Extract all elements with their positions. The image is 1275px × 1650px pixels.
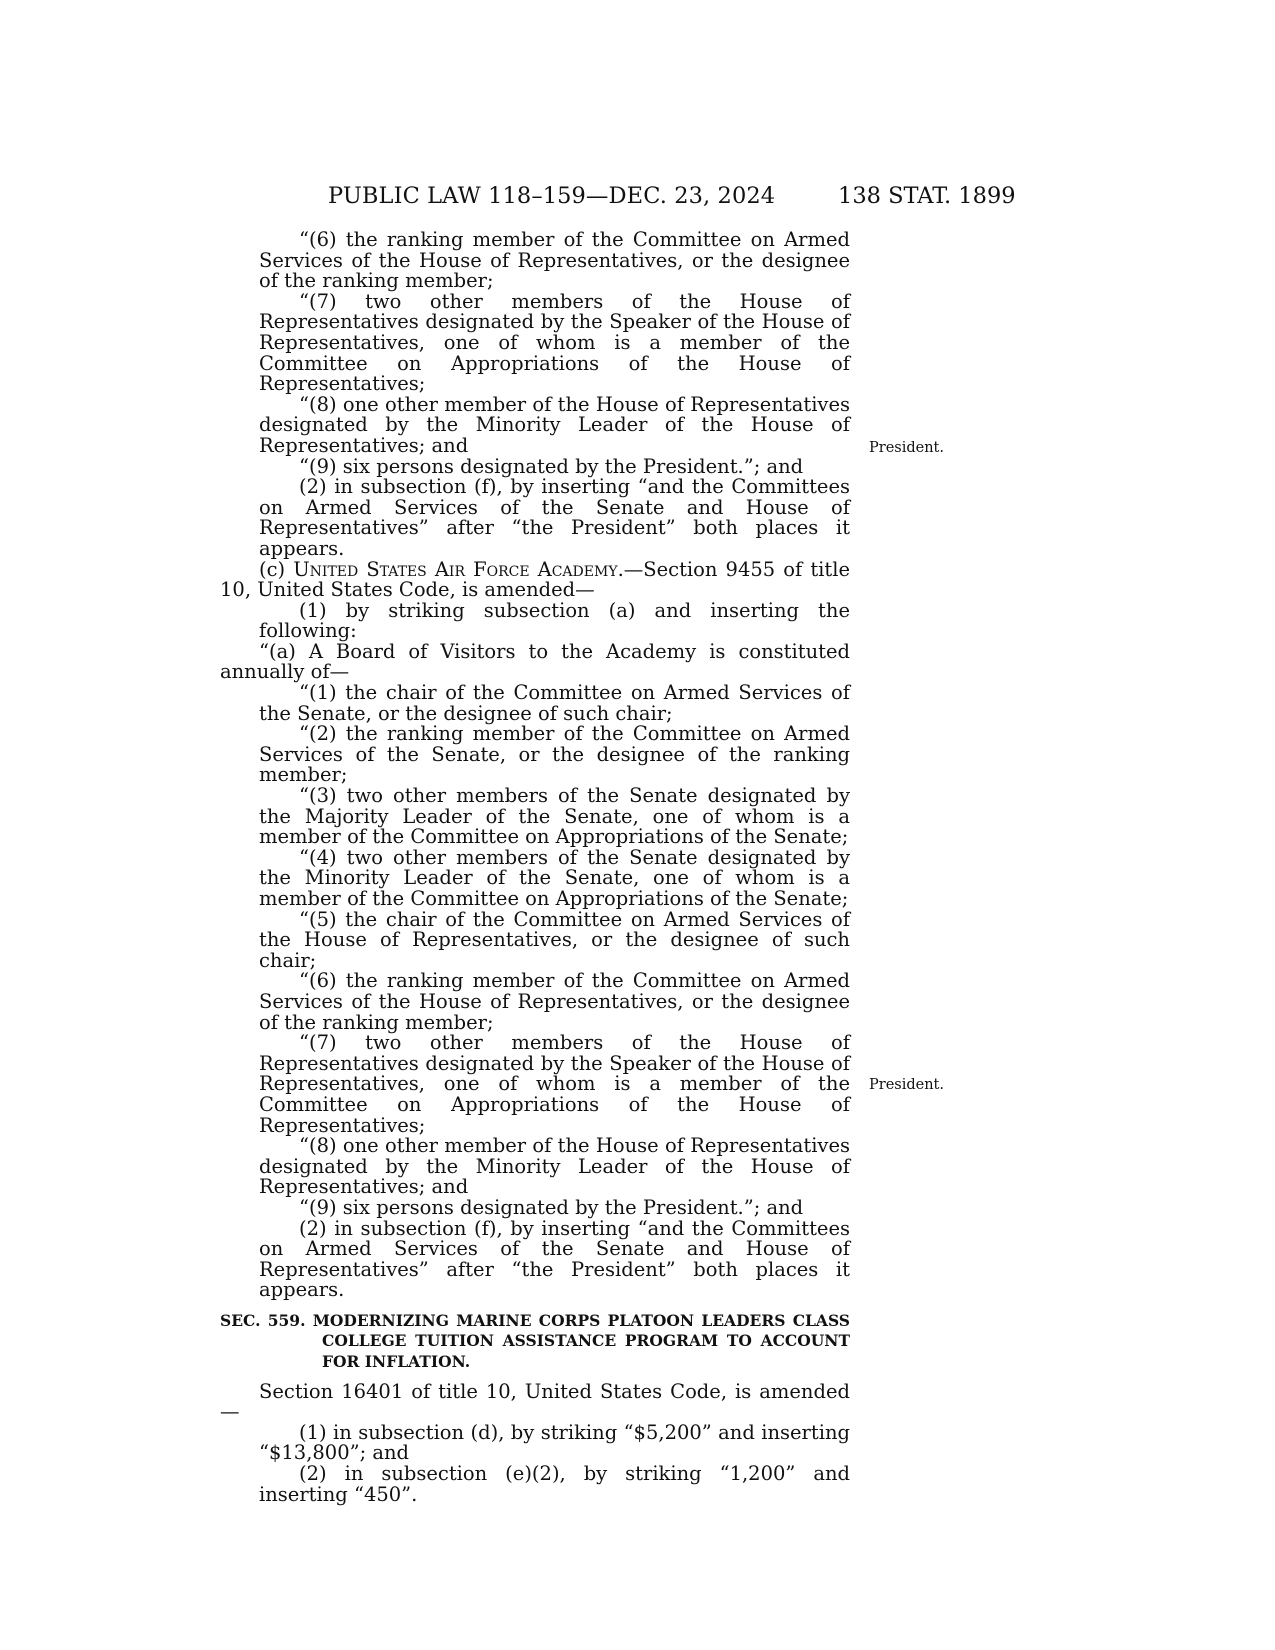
section-559-heading: SEC. 559. MODERNIZING MARINE CORPS PLATOON LEADERS CLASS COLLEGE TUITION ASSISTANCE PROGRAM TO ACCOUNT FOR INFLATION. bbox=[220, 1310, 850, 1372]
subsection-a-intro: “(a) A Board of Visitors to the Academy is constituted annually of— bbox=[220, 639, 850, 684]
af-paragraph-6: “(6) the ranking member of the Committee on Armed Services of the House of Representatives, or the designee of the ranking member; bbox=[259, 969, 850, 1034]
section-559-intro: Section 16401 of title 10, United States Code, is amended— bbox=[220, 1379, 850, 1424]
af-paragraph-2: “(2) the ranking member of the Committee on Armed Services of the Senate, or the designee of the ranking member; bbox=[259, 722, 850, 787]
margin-note-president-1: President. bbox=[869, 440, 944, 456]
subsection-c-item-1: (1) by striking subsection (a) and inserting the following: bbox=[259, 598, 850, 643]
paragraph-6: “(6) the ranking member of the Committee on Armed Services of the House of Representatives, or the designee of the ranking member; bbox=[259, 228, 850, 293]
page-number: 138 STAT. 1899 bbox=[838, 183, 1016, 209]
paragraph-7: “(7) two other members of the House of Representatives designated by the Speaker of the House of Representatives, one of whom is a member of the Committee on Appropriations of the House of Representatives; bbox=[259, 289, 850, 396]
running-head: PUBLIC LAW 118–159—DEC. 23, 2024 bbox=[328, 183, 776, 209]
af-paragraph-1: “(1) the chair of the Committee on Armed Services of the Senate, or the designee of such chair; bbox=[259, 681, 850, 725]
margin-note-president-2: President. bbox=[869, 1077, 944, 1093]
subsection-c-text: .—Section 9455 of title 10, United States Code, is amended— bbox=[220, 557, 850, 602]
af-paragraph-3: “(3) two other members of the Senate designated by the Majority Leader of the Senate, one of whom is a member of the Committee on Appropriations of the Senate; bbox=[259, 784, 850, 849]
af-paragraph-5: “(5) the chair of the Committee on Armed Services of the House of Representatives, or the designee of such chair; bbox=[259, 907, 850, 972]
af-subparagraph-2: (2) in subsection (f), by inserting “and the Committees on Armed Services of the Senate and House of Representatives” after “the President” both places it appears. bbox=[259, 1216, 850, 1302]
paragraph-8: “(8) one other member of the House of Representatives designated by the Minority Leader of the House of Representatives; and bbox=[259, 392, 850, 457]
subsection-c-label: (c) bbox=[259, 557, 294, 581]
af-paragraph-4: “(4) two other members of the Senate designated by the Minority Leader of the Senate, one of whom is a member of the Committee on Appropriations of the Senate; bbox=[259, 845, 850, 910]
af-paragraph-7: “(7) two other members of the House of Representatives designated by the Speaker of the House of Representatives, one of whom is a member of the Committee on Appropriations of the House of Representatives; bbox=[259, 1031, 850, 1137]
document-body bbox=[220, 230, 850, 1505]
subsection-c bbox=[220, 557, 850, 602]
page-header bbox=[0, 183, 1275, 213]
af-paragraph-9: “(9) six persons designated by the President.”; and bbox=[299, 1195, 804, 1219]
paragraph-9: “(9) six persons designated by the President.”; and bbox=[299, 454, 804, 478]
af-paragraph-8: “(8) one other member of the House of Representatives designated by the Minority Leader of the House of Representatives; and bbox=[259, 1134, 850, 1199]
section-559-item-1: (1) in subsection (d), by striking “$5,200” and inserting “$13,800”; and bbox=[259, 1420, 850, 1465]
section-559-item-2: (2) in subsection (e)(2), by striking “1,200” and inserting “450”. bbox=[259, 1462, 850, 1506]
subparagraph-2: (2) in subsection (f), by inserting “and the Committees on Armed Services of the Senate and House of Representatives” after “the President” both places it appears. bbox=[259, 475, 850, 560]
subsection-c-heading: United States Air Force Academy bbox=[293, 557, 618, 581]
